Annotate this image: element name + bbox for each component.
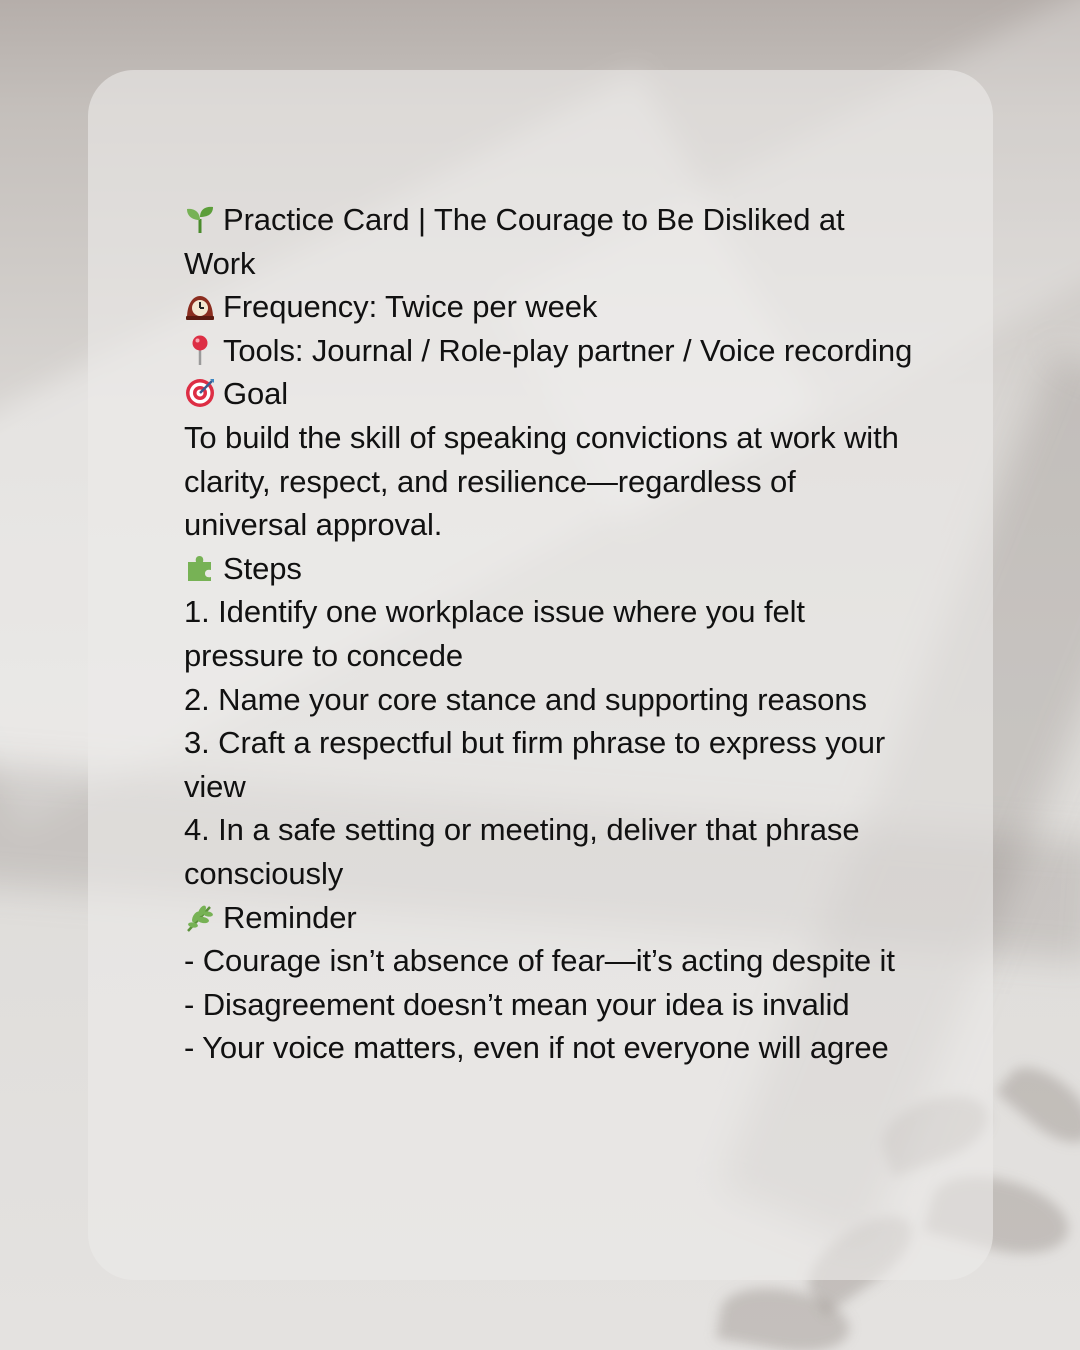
frequency-line [184, 285, 913, 329]
goal-heading: Goal [223, 376, 289, 412]
reminder-item: - Disagreement doesn’t mean your idea is invalid [184, 986, 850, 1022]
card-content [184, 198, 913, 1070]
step-item: 1. Identify one workplace issue where you felt pressure to concede [184, 594, 805, 673]
mantelpiece-clock-icon [184, 290, 216, 322]
tools-line [184, 329, 913, 373]
reminder-heading-line [184, 896, 913, 940]
seedling-icon [184, 203, 216, 235]
direct-hit-target-icon [184, 377, 216, 409]
reminder-item: - Courage isn’t absence of fear—it’s acting despite it [184, 943, 895, 979]
practice-card [88, 70, 993, 1280]
reminder-heading: Reminder [223, 899, 357, 935]
herb-icon [184, 901, 216, 933]
round-pushpin-icon [184, 334, 216, 366]
leaf-shadow [996, 1054, 1080, 1157]
card-title: Practice Card | The Courage to Be Disliked at Work [184, 202, 845, 281]
goal-text: To build the skill of speaking convictions at work with clarity, respect, and resilience—regardless of universal approval. [184, 419, 899, 543]
puzzle-piece-icon [184, 552, 216, 584]
step-item: 2. Name your core stance and supporting reasons [184, 681, 867, 717]
tools-text: Tools: Journal / Role-play partner / Voice recording [223, 332, 913, 368]
step-item: 3. Craft a respectful but firm phrase to express your view [184, 725, 886, 804]
steps-heading-line [184, 547, 913, 591]
reminder-item: - Your voice matters, even if not everyone will agree [184, 1030, 889, 1066]
frequency-text: Frequency: Twice per week [223, 289, 598, 325]
card-title-line [184, 198, 913, 285]
steps-heading: Steps [223, 550, 302, 586]
step-item: 4. In a safe setting or meeting, deliver that phrase consciously [184, 812, 860, 891]
goal-heading-line [184, 372, 913, 416]
